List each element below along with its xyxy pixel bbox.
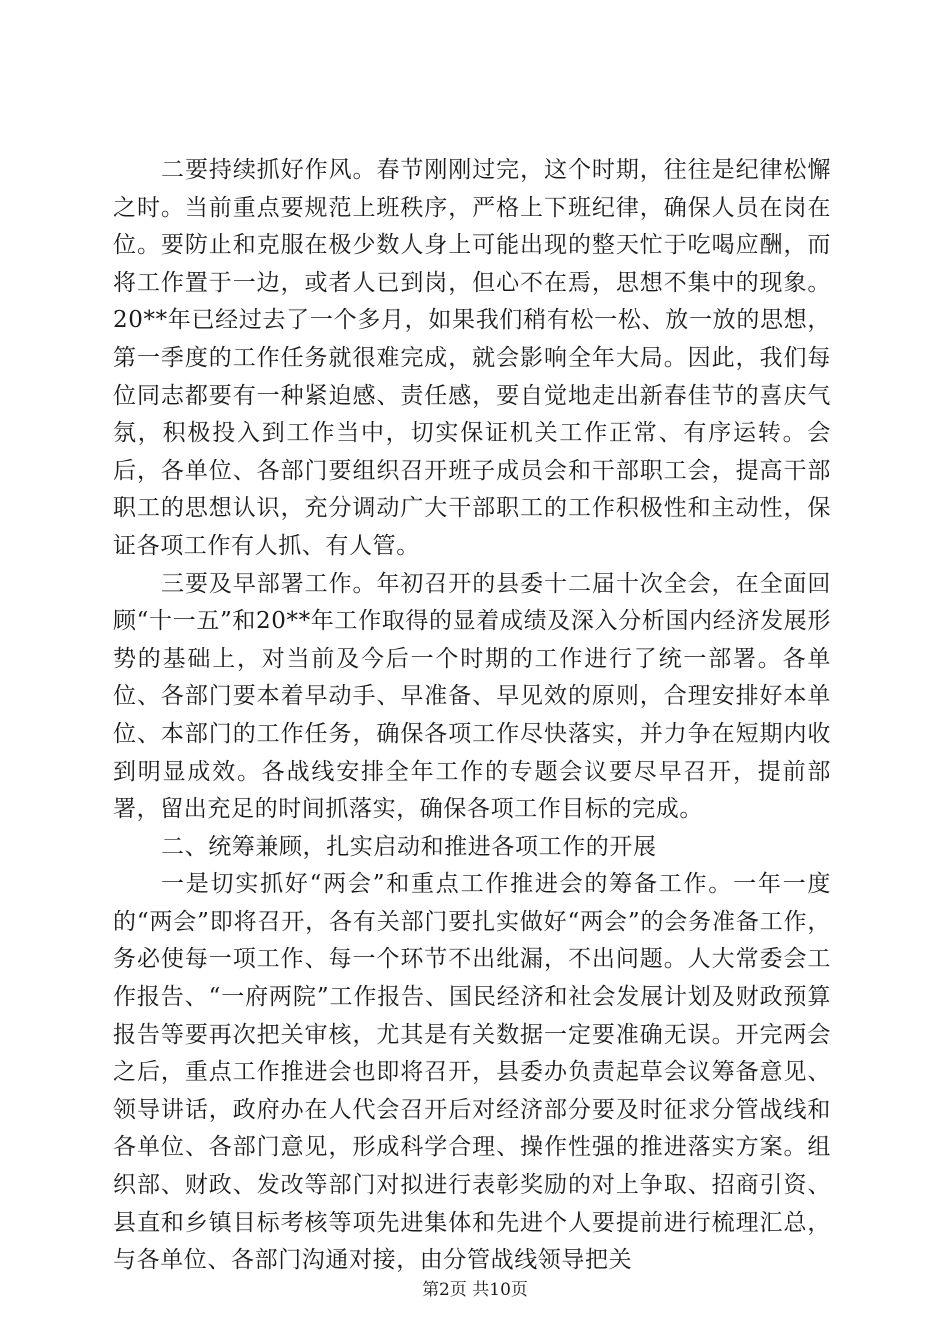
paragraph-two-sessions: 一是切实抓好“两会”和重点工作推进会的筹备工作。一年一度的“两会”即将召开，各有关部门要扎实做好“两会”的会务准备工作，务必使每一项工作、每一个环节不出纰漏，不出问题。人大常委会工作报告、“一府两院”工作报告、国民经济和社会发展计划及财政预算报告等要再次把关审核，尤其是有关数据一定要准确无误。开完两会之后，重点工作推进会也即将召开，县委办负责起草会议筹备意见、领导讲话，政府办在人代会召开后对经济部分要及时征求分管战线和各单位、各部门意见，形成科学合理、操作性强的推进落实方案。组织部、财政、发改等部门对拟进行表彰奖励的对上争取、招商引资、县直和乡镇目标考核等项先进集体和先进个人要提前进行梳理汇总，与各单位、各部门沟通对接，由分管战线领导把关 <box>113 871 831 1274</box>
paragraph-work-style: 二要持续抓好作风。春节刚刚过完，这个时期，往往是纪律松懈之时。当前重点要规范上班秩序，严格上下班纪律，确保人员在岗在位。要防止和克服在极少数人身上可能出现的整天忙于吃喝应酬，而将工作置于一边，或者人已到岗，但心不在焉，思想不集中的现象。20**年已经过去了一个多月，如果我们稍有松一松、放一放的思想，第一季度的工作任务就很难完成，就会影响全年大局。因此，我们每位同志都要有一种紧迫感、责任感，要自觉地走出新春佳节的喜庆气氛，积极投入到工作当中，切实保证机关工作正常、有序运转。会后，各单位、各部门要组织召开班子成员会和干部职工会，提高干部职工的思想认识，充分调动广大干部职工的工作积极性和主动性，保证各项工作有人抓、有人管。 <box>113 157 831 559</box>
section-heading-coordination: 二、统筹兼顾，扎实启动和推进各项工作的开展 <box>161 833 657 860</box>
page-number-footer: 第2页 共10页 <box>422 1280 528 1300</box>
document-body <box>113 152 831 1280</box>
paragraph-early-deployment: 三要及早部署工作。年初召开的县委十二届十次全会，在全面回顾“十一五”和20**年工作取得的显着成绩及深入分析国内经济发展形势的基础上，对当前及今后一个时期的工作进行了统一部署。各单位、各部门要本着早动手、早准备、早见效的原则，合理安排好本单位、本部门的工作任务，确保各项工作尽快落实，并力争在短期内收到明显成效。各战线安排全年工作的专题会议要尽早召开，提前部署，留出充足的时间抓落实，确保各项工作目标的完成。 <box>113 570 831 823</box>
